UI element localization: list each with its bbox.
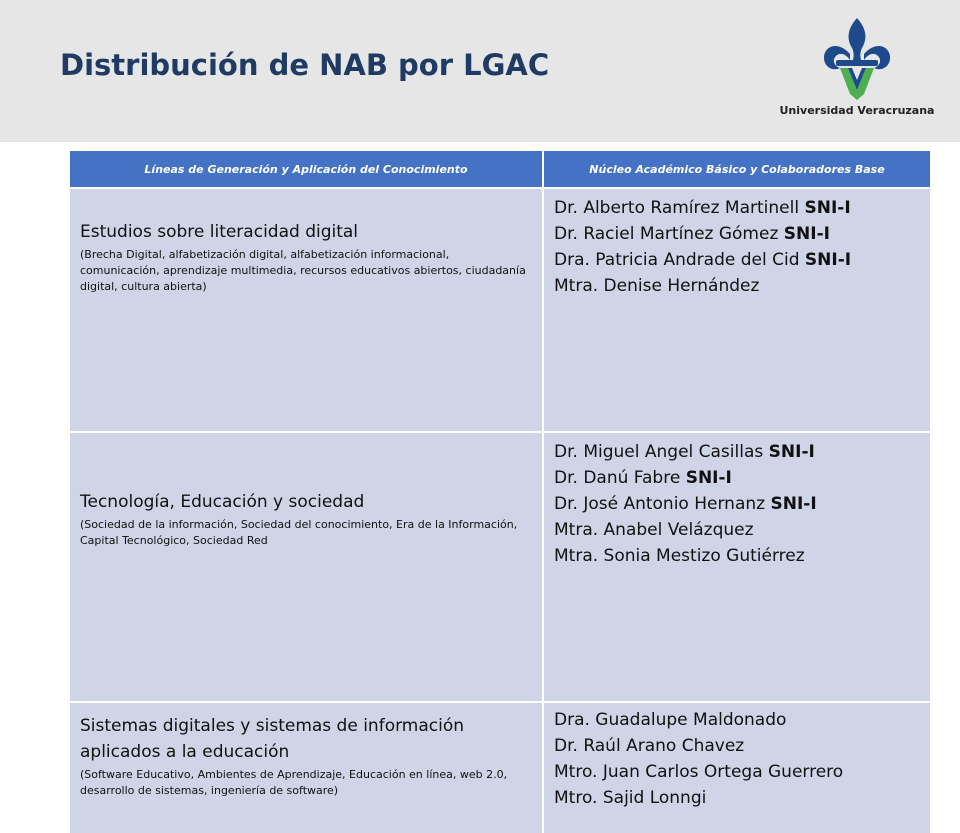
header-lines: Líneas de Generación y Aplicación del Conocimiento (70, 151, 543, 188)
member-name: Mtro. Juan Carlos Ortega Guerrero (554, 762, 844, 782)
header-members: Núcleo Académico Básico y Colaboradores Base (543, 151, 930, 188)
member-name: Dr. Alberto Ramírez Martinell (554, 198, 800, 218)
sni-badge: SNI-I (770, 494, 817, 514)
lgac-table (70, 151, 930, 833)
member-name: Dr. Danú Fabre (554, 468, 681, 488)
line-title: Estudios sobre literacidad digital (80, 222, 359, 242)
sni-badge: SNI-I (783, 224, 830, 244)
member-name: Dr. Raciel Martínez Gómez (554, 224, 779, 244)
table-row (70, 188, 930, 432)
line-description: (Software Educativo, Ambientes de Aprendizaje, Educación en línea, web 2.0, desarrollo de sistemas, ingeniería de software) (80, 768, 508, 797)
member-name: Dra. Patricia Andrade del Cid (554, 250, 800, 270)
table-row (70, 702, 930, 833)
member-name: Mtro. Sajid Lonngi (554, 788, 707, 808)
line-title: Tecnología, Educación y sociedad (80, 492, 365, 512)
member-name: Dra. Guadalupe Maldonado (554, 710, 787, 730)
members-cell (543, 702, 930, 833)
line-title: Sistemas digitales y sistemas de información aplicados a la educación (80, 716, 465, 762)
member-item (554, 491, 920, 517)
member-name: Mtra. Anabel Velázquez (554, 520, 754, 540)
member-item (554, 221, 920, 247)
member-name: Dr. José Antonio Hernanz (554, 494, 766, 514)
member-item (554, 543, 920, 569)
sni-badge: SNI-I (685, 468, 732, 488)
member-item (554, 517, 920, 543)
member-name: Mtra. Denise Hernández (554, 276, 760, 296)
line-cell (70, 188, 543, 432)
member-item (554, 759, 920, 785)
member-item (554, 707, 920, 733)
member-item (554, 247, 920, 273)
member-name: Dr. Raúl Arano Chavez (554, 736, 745, 756)
member-name: Dr. Miguel Angel Casillas (554, 442, 764, 462)
university-logo (772, 14, 942, 124)
line-cell (70, 432, 543, 702)
member-item (554, 785, 920, 811)
line-description: (Sociedad de la información, Sociedad del conocimiento, Era de la Información, Capital Tecnológico, Sociedad Red (80, 518, 518, 547)
sni-badge: SNI-I (768, 442, 815, 462)
member-item (554, 465, 920, 491)
members-cell (543, 432, 930, 702)
sni-badge: SNI-I (804, 250, 852, 270)
line-description: (Brecha Digital, alfabetización digital, alfabetización informacional, comunicación, aprendizaje multimedia, recursos educativos abiertos, ciudadanía digital, cultura abierta) (80, 248, 526, 293)
logo-text: Universidad Veracruzana (779, 104, 935, 117)
member-item (554, 733, 920, 759)
table-header-row (70, 151, 930, 188)
members-cell (543, 188, 930, 432)
table-row (70, 432, 930, 702)
member-name: Mtra. Sonia Mestizo Gutiérrez (554, 546, 805, 566)
line-cell (70, 702, 543, 833)
sni-badge: SNI-I (804, 198, 851, 218)
fleur-de-lis-logo-icon (820, 14, 894, 102)
member-item (554, 195, 920, 221)
member-item (554, 273, 920, 299)
slide-title: Distribución de NAB por LGAC (60, 48, 550, 82)
member-item (554, 439, 920, 465)
